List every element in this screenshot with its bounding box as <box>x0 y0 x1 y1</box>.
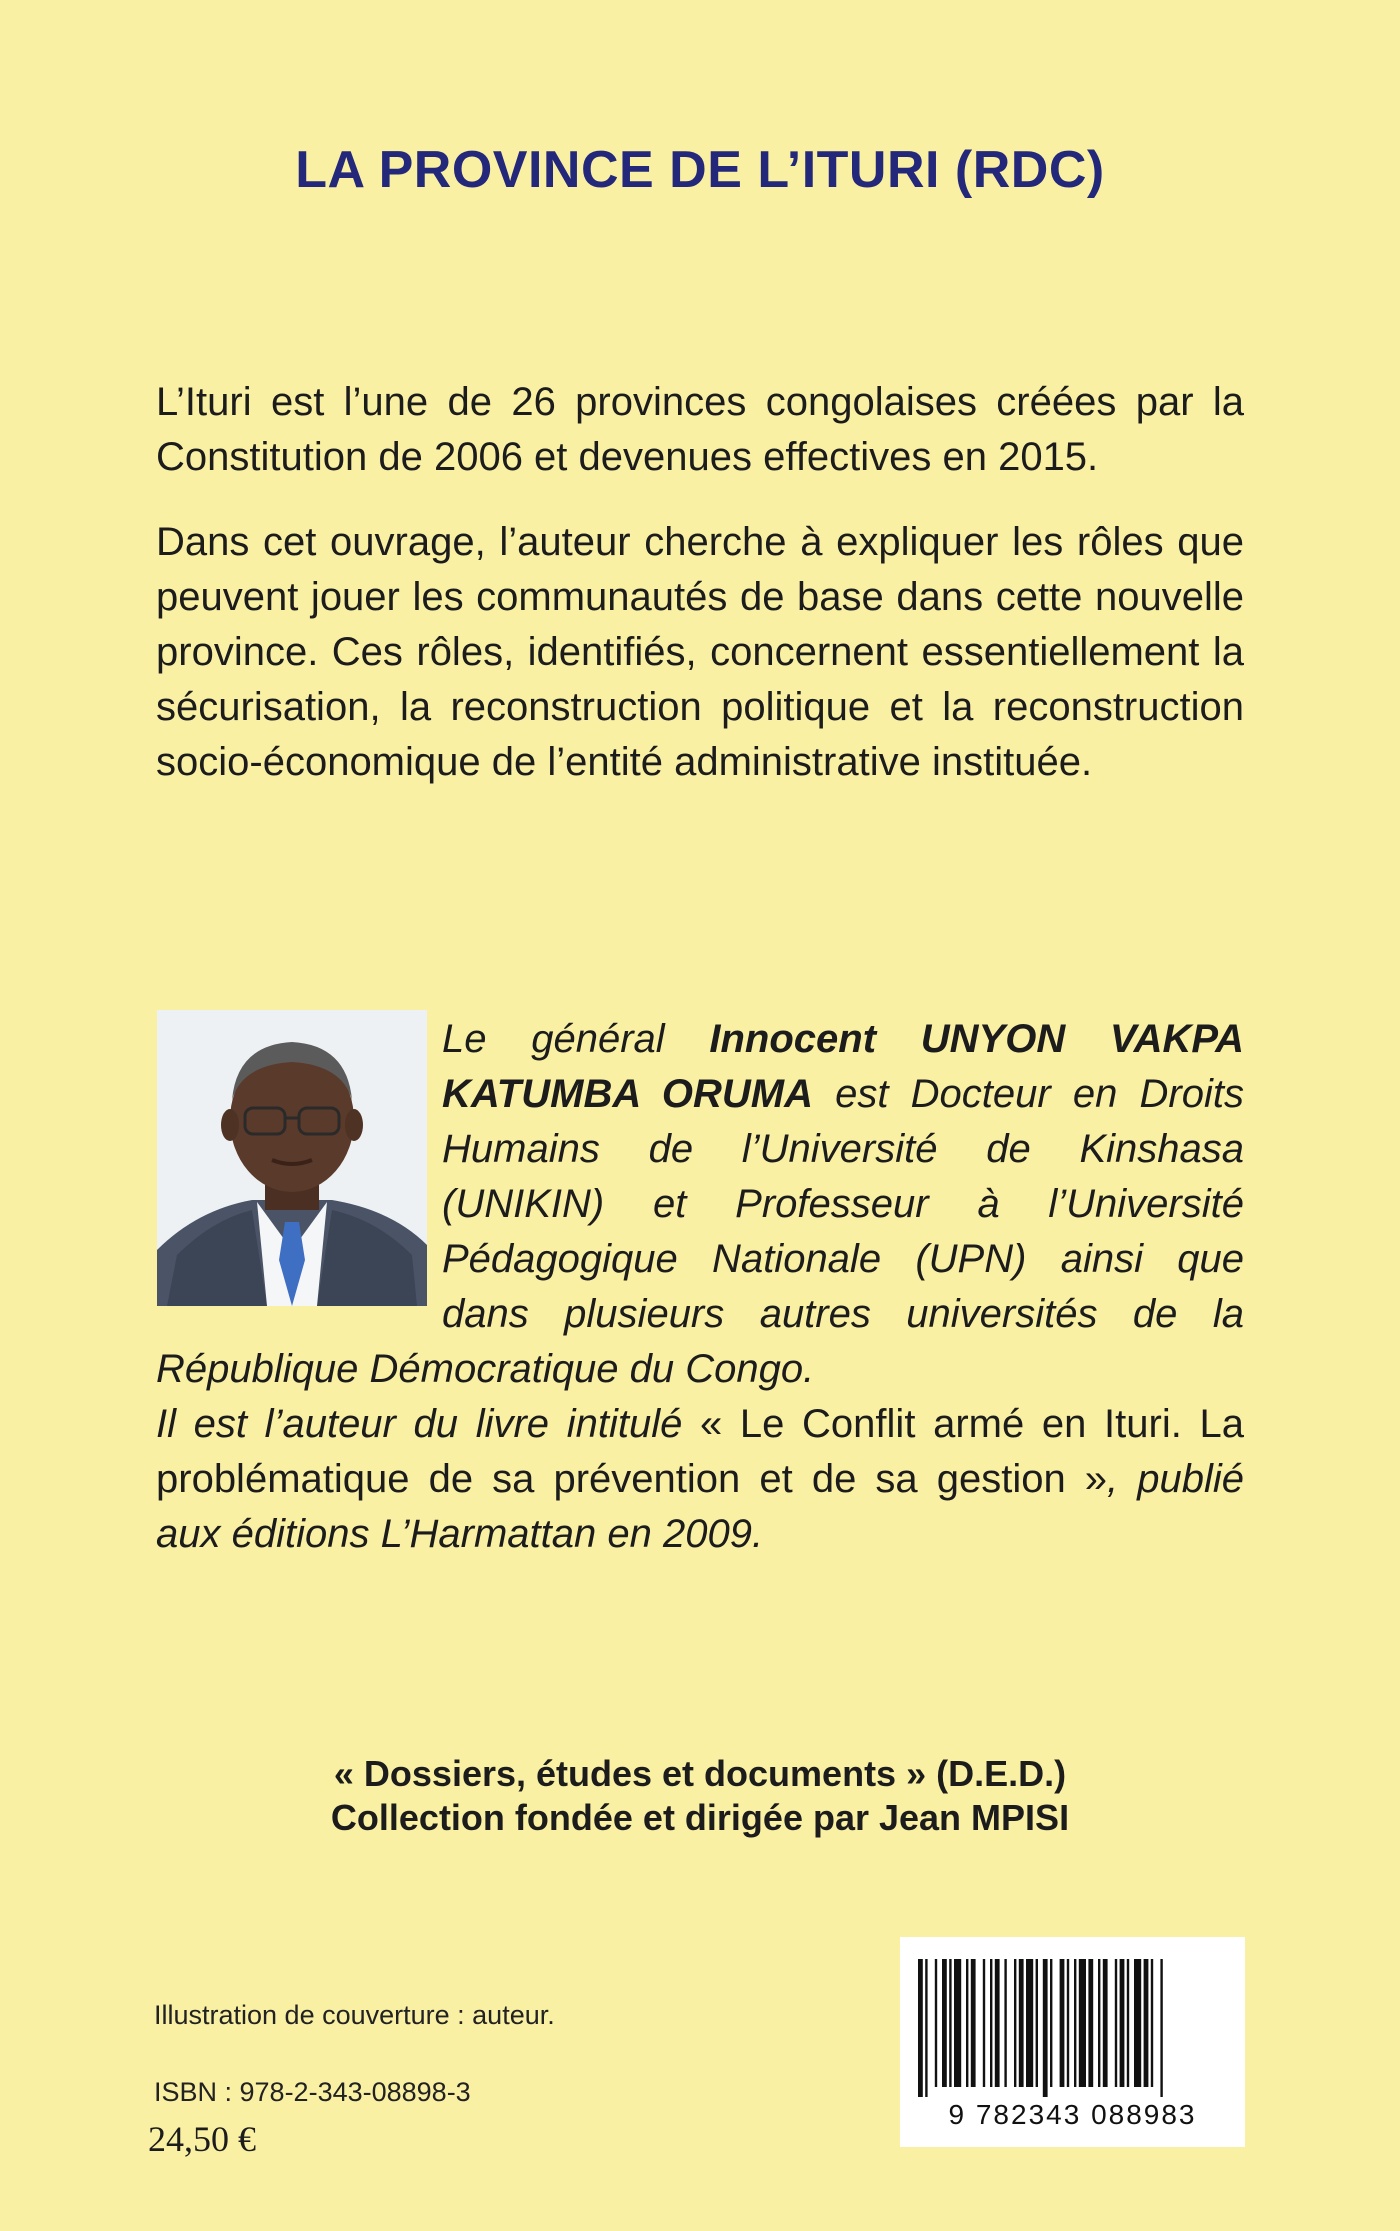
barcode-bar <box>1127 1959 1129 2087</box>
collection-director: Collection fondée et dirigée par Jean MPISI <box>330 1797 1070 1838</box>
barcode-bar <box>1120 1959 1125 2087</box>
barcode-bar <box>1088 1959 1093 2087</box>
barcode-bar <box>1036 1959 1038 2087</box>
barcode-bar <box>1026 1959 1033 2087</box>
barcode-bar <box>971 1959 976 2087</box>
barcode-bar <box>1004 1959 1006 2087</box>
barcode-bar <box>1014 1959 1016 2087</box>
barcode-bar <box>983 1959 985 2087</box>
collection-name: « Dossiers, études et documents » (D.E.D.) <box>333 1753 1067 1794</box>
summary-paragraph-1: L’Ituri est l’une de 26 provinces congolaises créées par la Constitution de 2006 et devenues effectives en 2015. <box>156 380 1244 479</box>
book-title: LA PROVINCE DE L’ITURI (RDC) <box>295 141 1105 199</box>
summary-paragraph-2: Dans cet ouvrage, l’auteur cherche à expliquer les rôles que peuvent jouer les communautés de base dans cette nouvelle province. Ces rôles, identifiés, concernent essentiellement la sécurisation, la reconstruction politique et la reconstruction socio-économique de l’entité administrative instituée. <box>156 520 1244 784</box>
barcode-bar <box>925 1959 927 2097</box>
previous-book-title: « Le Conflit armé en Ituri. La problématique de sa prévention et de sa gestion » <box>156 1402 1244 1501</box>
barcode-bar <box>1103 1959 1108 2087</box>
bio-text-2-suffix: , publié aux éditions L’Harmattan en 2009. <box>156 1457 1245 1556</box>
barcode-bar <box>935 1959 937 2087</box>
barcode-bar <box>1043 1959 1048 2097</box>
illustration-credit: Illustration de couverture : auteur. <box>154 2000 555 2030</box>
barcode-bar <box>1160 1959 1162 2097</box>
barcode-number: 9 782343 088983 <box>948 2099 1197 2130</box>
barcode-bar <box>918 1959 923 2097</box>
barcode-bar <box>1060 1959 1065 2087</box>
barcode-bar <box>995 1959 1000 2087</box>
price: 24,50 € <box>148 2119 256 2159</box>
barcode-bar <box>1115 1959 1117 2087</box>
barcode-bar <box>990 1959 992 2087</box>
barcode-bars <box>900 1937 1245 2097</box>
barcode-bar <box>1134 1959 1141 2087</box>
barcode-bar <box>1079 1959 1086 2087</box>
collection-info <box>0 1752 1400 1840</box>
barcode-bar <box>1019 1959 1024 2087</box>
barcode-bar <box>1098 1959 1100 2087</box>
bio-text-1: est Docteur en Droits Humains de l’Université de Kinshasa (UNIKIN) et Professeur à l’Université Pédagogique Nationale (UPN) ainsi que dans plusieurs autres universités de la République Démocratique du Congo. <box>156 1072 1244 1391</box>
bio-text-2-prefix: Il est l’auteur du livre intitulé <box>156 1402 700 1446</box>
barcode-bar <box>949 1959 951 2087</box>
isbn: ISBN : 978-2-343-08898-3 <box>154 2077 471 2107</box>
author-name: Innocent UNYON VAKPA KATUMBA ORUMA <box>442 1017 1245 1116</box>
barcode-bar <box>1144 1959 1149 2087</box>
barcode-bar <box>1074 1959 1076 2087</box>
barcode-bar <box>954 1959 961 2087</box>
barcode-bar <box>942 1959 947 2087</box>
bio-intro: Le général <box>442 1017 710 1061</box>
barcode-bar <box>966 1959 968 2087</box>
barcode-bar <box>1151 1959 1153 2087</box>
barcode <box>900 1937 1245 2147</box>
barcode-bar <box>1067 1959 1069 2087</box>
author-biography <box>156 1012 1244 1562</box>
barcode-bar <box>1050 1959 1052 2087</box>
